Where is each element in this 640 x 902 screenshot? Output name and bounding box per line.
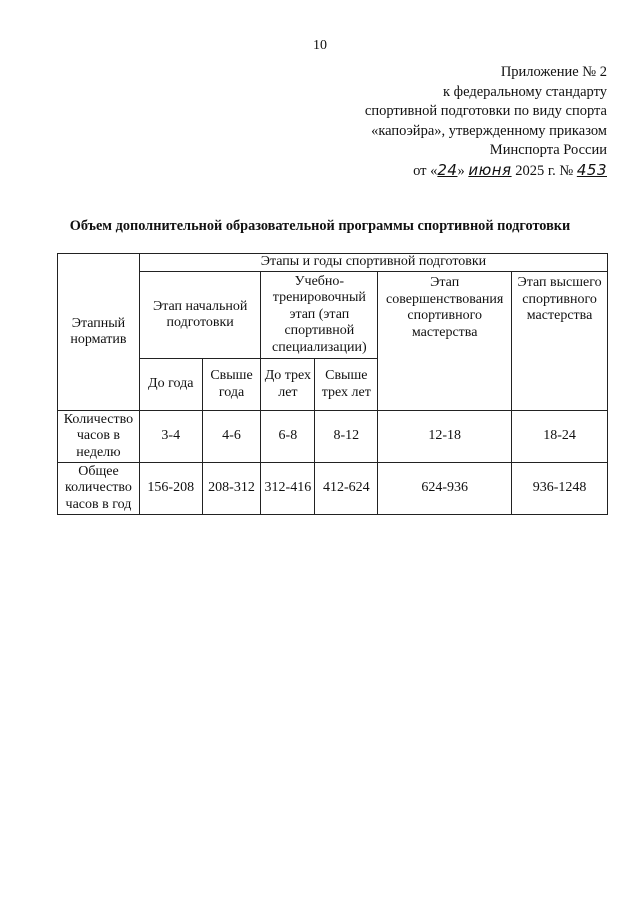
table-cell: 8-12 [315,411,378,463]
appendix-line: «капоэйра», утвержденному приказом [371,122,607,139]
appendix-line: Минспорта России [489,142,607,158]
handwritten-month: июня [468,160,512,179]
document-title: Объем дополнительной образовательной программы спортивной подготовки [69,218,571,234]
subheader-cell: Свыше года [202,359,261,411]
appendix-line: к федеральному стандарту [443,83,607,100]
table-cell: 18-24 [512,411,608,463]
row-label: Общее количество часов в год [58,463,140,515]
subheader-cell: Свыше трех лет [315,359,378,411]
table-cell: 412-624 [315,463,378,515]
table-row [58,411,608,463]
order-date-line [365,161,607,182]
improvement-stage-header: Этап совершенствования спортивного мастерства [378,272,512,411]
table-cell: 208-312 [202,463,261,515]
date-quote: » [457,162,465,179]
stages-header: Этапы и годы спортивной подготовки [139,254,607,272]
table-cell: 624-936 [378,463,512,515]
highest-stage-header: Этап высшего спортивного мастерства [512,272,608,411]
table-cell: 4-6 [202,411,261,463]
appendix-header [365,63,607,181]
table-cell: 6-8 [261,411,315,463]
subheader-cell: До года [139,359,202,411]
table-cell: 312-416 [261,463,315,515]
page-number: 10 [313,38,327,53]
date-prefix: от « [413,162,438,179]
date-year: 2025 г. № [515,162,574,179]
initial-stage-header: Этап начальной подготовки [139,272,261,359]
table-cell: 12-18 [378,411,512,463]
handwritten-order-number: 453 [576,160,607,179]
corner-header: Этапный норматив [58,254,140,411]
appendix-line: спортивной подготовки по виду спорта [364,103,607,119]
subheader-cell: До трех лет [261,359,315,411]
table-cell: 936-1248 [512,463,608,515]
row-label: Количество часов в неделю [58,411,140,463]
table-cell: 156-208 [139,463,202,515]
training-stage-header: Учебно-тренировочный этап (этап спортивной специализации) [261,272,378,359]
program-volume-table [57,253,608,515]
appendix-title: Приложение № 2 [500,64,607,80]
table-row [58,463,608,515]
table-cell: 3-4 [139,411,202,463]
handwritten-day: 24 [437,160,458,179]
